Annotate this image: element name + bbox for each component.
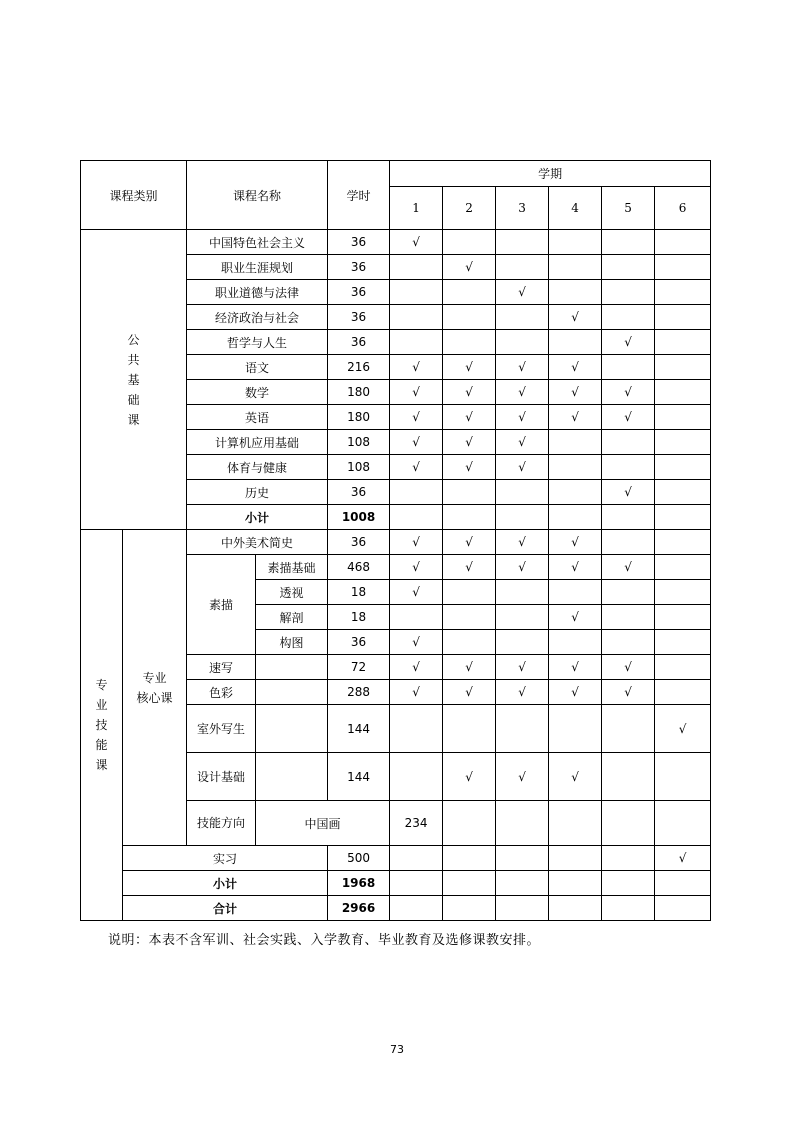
check-mark: √ <box>602 655 655 680</box>
skill-direction-label: 技能方向 <box>187 801 256 846</box>
check-mark: √ <box>549 405 602 430</box>
subtotal-label: 小计 <box>187 505 328 530</box>
check-mark: √ <box>443 680 496 705</box>
course-name: 构图 <box>256 630 328 655</box>
course-name: 计算机应用基础 <box>187 430 328 455</box>
check-mark: √ <box>549 530 602 555</box>
course-hours: 36 <box>328 230 390 255</box>
check-mark: √ <box>390 430 443 455</box>
check-mark: √ <box>549 380 602 405</box>
course-name: 透视 <box>256 580 328 605</box>
check-mark: √ <box>602 330 655 355</box>
course-name: 数学 <box>187 380 328 405</box>
course-hours: 36 <box>328 330 390 355</box>
course-hours: 144 <box>328 753 390 801</box>
check-mark: √ <box>390 530 443 555</box>
course-hours: 468 <box>328 555 390 580</box>
check-mark: √ <box>602 380 655 405</box>
course-hours: 72 <box>328 655 390 680</box>
course-hours: 36 <box>328 480 390 505</box>
check-mark: √ <box>655 705 711 753</box>
check-mark: √ <box>443 430 496 455</box>
check-mark: √ <box>602 405 655 430</box>
course-name: 职业生涯规划 <box>187 255 328 280</box>
semester-2: 2 <box>443 187 496 230</box>
header-course-name: 课程名称 <box>187 161 328 230</box>
semester-6: 6 <box>655 187 711 230</box>
course-hours: 36 <box>328 530 390 555</box>
check-mark: √ <box>655 846 711 871</box>
check-mark: √ <box>496 555 549 580</box>
check-mark: √ <box>390 655 443 680</box>
check-mark: √ <box>496 655 549 680</box>
course-hours: 36 <box>328 630 390 655</box>
course-hours: 108 <box>328 430 390 455</box>
course-hours: 288 <box>328 680 390 705</box>
internship-hours: 500 <box>328 846 390 871</box>
check-mark: √ <box>496 753 549 801</box>
course-name: 解剖 <box>256 605 328 630</box>
check-mark: √ <box>496 380 549 405</box>
check-mark: √ <box>496 680 549 705</box>
table-row <box>81 846 711 871</box>
subtotal-hours: 1968 <box>328 871 390 896</box>
semester-5: 5 <box>602 187 655 230</box>
course-name: 中外美术简史 <box>187 530 328 555</box>
core-course-label: 专业 核心课 <box>123 530 187 846</box>
course-name: 素描基础 <box>256 555 328 580</box>
check-mark: √ <box>496 355 549 380</box>
check-mark: √ <box>390 630 443 655</box>
course-name: 语文 <box>187 355 328 380</box>
check-mark: √ <box>443 405 496 430</box>
check-mark: √ <box>443 380 496 405</box>
professional-group-label: 专 业 技 能 课 <box>81 530 123 921</box>
check-mark: √ <box>549 655 602 680</box>
subtotal-row <box>81 871 711 896</box>
check-mark: √ <box>549 605 602 630</box>
subtotal-hours: 1008 <box>328 505 390 530</box>
header-hours: 学时 <box>328 161 390 230</box>
course-name: 经济政治与社会 <box>187 305 328 330</box>
course-hours: 36 <box>328 280 390 305</box>
total-label: 合计 <box>123 896 328 921</box>
check-mark: √ <box>496 280 549 305</box>
course-name: 历史 <box>187 480 328 505</box>
check-mark: √ <box>602 555 655 580</box>
course-name: 体育与健康 <box>187 455 328 480</box>
course-hours: 18 <box>328 605 390 630</box>
subtotal-label: 小计 <box>123 871 328 896</box>
sketch-label: 素描 <box>187 555 256 655</box>
check-mark: √ <box>549 680 602 705</box>
course-hours: 234 <box>390 801 443 846</box>
check-mark: √ <box>549 753 602 801</box>
total-hours: 2966 <box>328 896 390 921</box>
check-mark: √ <box>443 255 496 280</box>
course-name: 中国特色社会主义 <box>187 230 328 255</box>
course-hours: 18 <box>328 580 390 605</box>
table-row <box>81 230 711 255</box>
check-mark: √ <box>549 305 602 330</box>
course-hours: 180 <box>328 380 390 405</box>
course-name: 职业道德与法律 <box>187 280 328 305</box>
public-group-label: 公 共 基 础 课 <box>81 230 187 530</box>
course-name: 设计基础 <box>187 753 256 801</box>
check-mark: √ <box>496 430 549 455</box>
page-number: 73 <box>390 1043 404 1056</box>
course-name: 速写 <box>187 655 256 680</box>
semester-3: 3 <box>496 187 549 230</box>
table-row <box>81 530 711 555</box>
check-mark: √ <box>496 405 549 430</box>
course-hours: 216 <box>328 355 390 380</box>
course-hours: 108 <box>328 455 390 480</box>
check-mark: √ <box>496 530 549 555</box>
check-mark: √ <box>390 380 443 405</box>
check-mark: √ <box>390 680 443 705</box>
course-name: 英语 <box>187 405 328 430</box>
table-note: 说明：本表不含军训、社会实践、入学教育、毕业教育及选修课教安排。 <box>108 933 541 948</box>
course-hours: 36 <box>328 255 390 280</box>
check-mark: √ <box>390 580 443 605</box>
course-name: 室外写生 <box>187 705 256 753</box>
check-mark: √ <box>390 230 443 255</box>
course-hours: 36 <box>328 305 390 330</box>
check-mark: √ <box>549 355 602 380</box>
total-row <box>81 896 711 921</box>
check-mark: √ <box>443 455 496 480</box>
check-mark: √ <box>443 555 496 580</box>
check-mark: √ <box>390 405 443 430</box>
check-mark: √ <box>443 753 496 801</box>
check-mark: √ <box>443 530 496 555</box>
check-mark: √ <box>602 680 655 705</box>
header-semester: 学期 <box>390 161 711 187</box>
course-name: 哲学与人生 <box>187 330 328 355</box>
course-schedule-table <box>80 160 711 921</box>
check-mark: √ <box>443 655 496 680</box>
check-mark: √ <box>496 455 549 480</box>
check-mark: √ <box>549 555 602 580</box>
check-mark: √ <box>443 355 496 380</box>
semester-1: 1 <box>390 187 443 230</box>
check-mark: √ <box>390 455 443 480</box>
check-mark: √ <box>390 555 443 580</box>
semester-4: 4 <box>549 187 602 230</box>
check-mark: √ <box>602 480 655 505</box>
internship-label: 实习 <box>123 846 328 871</box>
course-hours: 144 <box>328 705 390 753</box>
course-hours: 180 <box>328 405 390 430</box>
check-mark: √ <box>390 355 443 380</box>
course-name: 色彩 <box>187 680 256 705</box>
course-name: 中国画 <box>256 801 390 846</box>
header-category: 课程类别 <box>81 161 187 230</box>
